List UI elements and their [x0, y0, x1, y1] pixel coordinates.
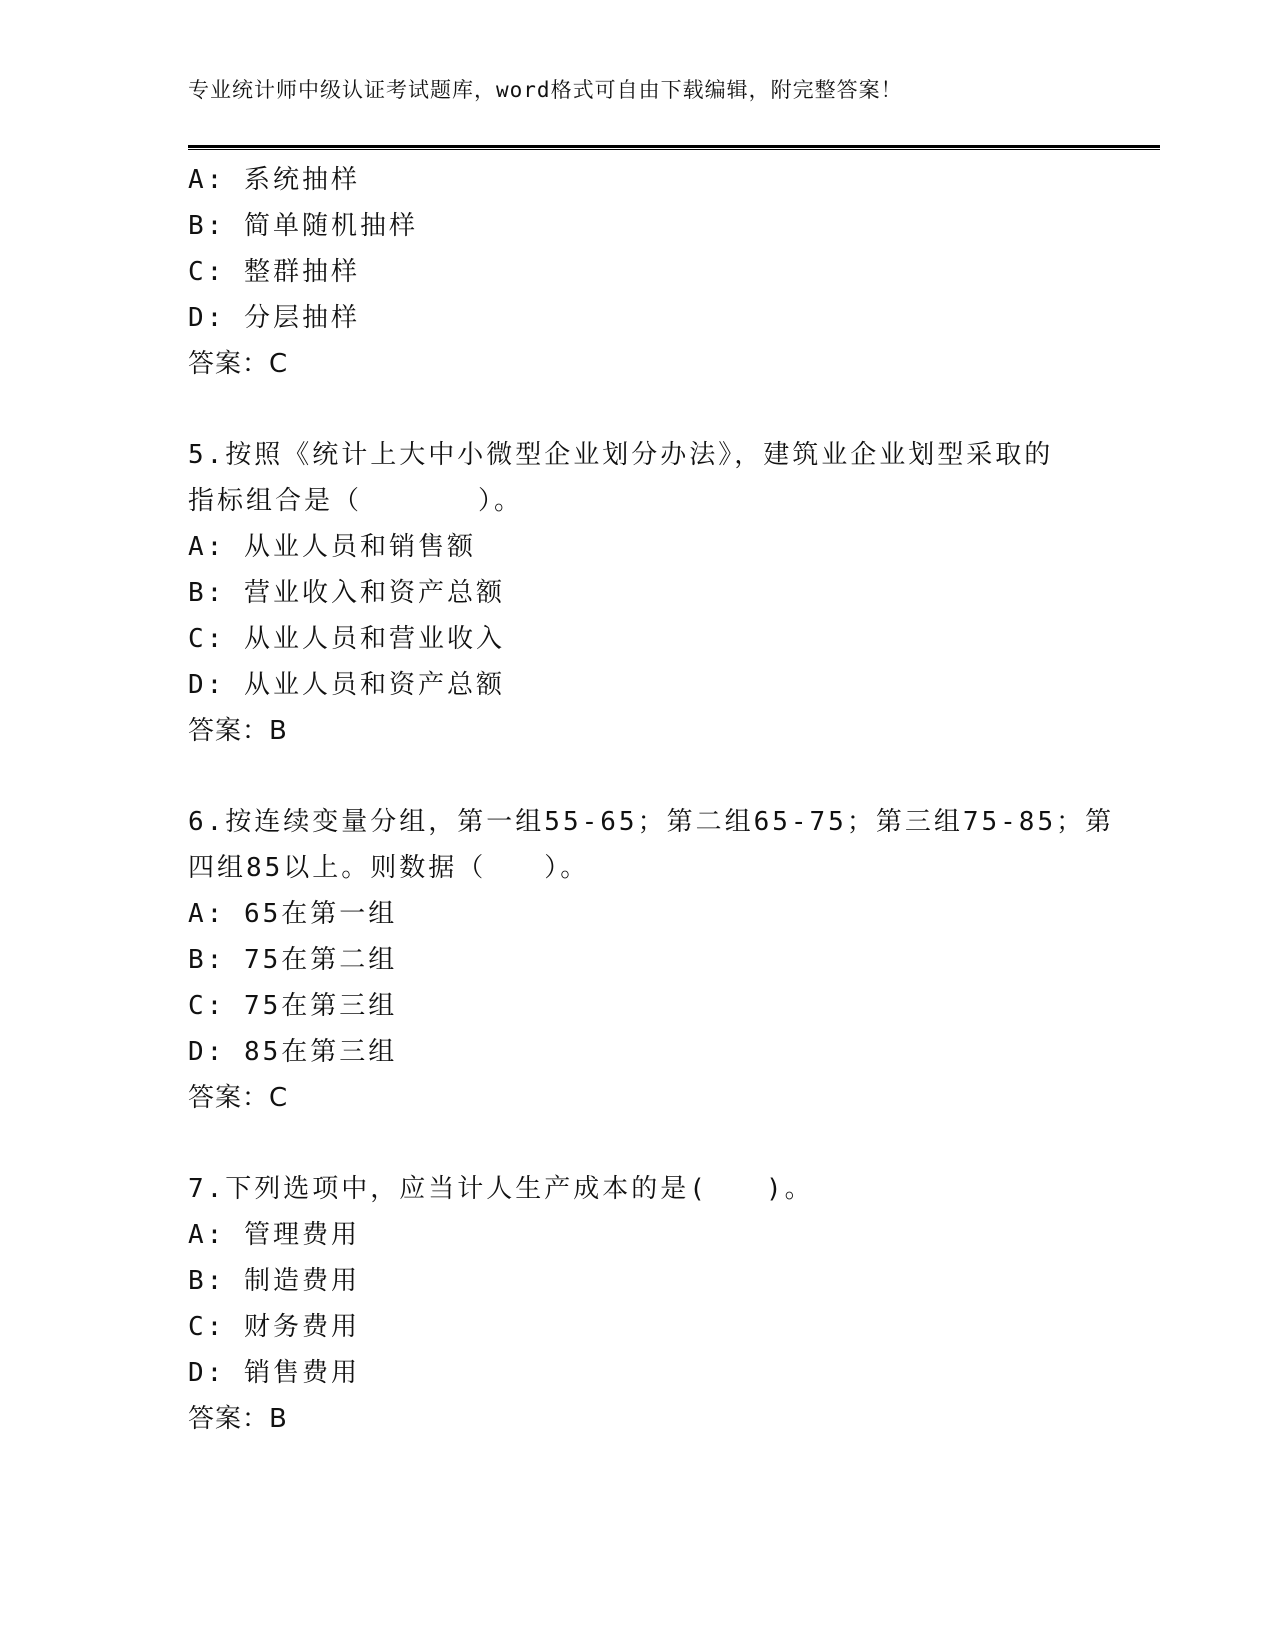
- option-b: B: 制造费用: [188, 1266, 360, 1296]
- answer: 答案：C: [188, 1083, 289, 1113]
- question-list: [188, 157, 1115, 1442]
- header-divider: [188, 145, 1160, 150]
- question-stem-line-2: 指标组合是（ ）。: [188, 486, 524, 516]
- option-b: B: 营业收入和资产总额: [188, 578, 505, 608]
- option-d: D: 85在第三组: [188, 1037, 398, 1067]
- option-c: C: 75在第三组: [188, 991, 398, 1021]
- answer: 答案：B: [188, 1404, 288, 1434]
- option-d: D: 从业人员和资产总额: [188, 670, 505, 700]
- question-7-block: [188, 1166, 1088, 1442]
- option-b: B: 简单随机抽样: [188, 211, 418, 241]
- option-b: B: 75在第二组: [188, 945, 398, 975]
- answer: 答案：B: [188, 716, 288, 746]
- option-a: A: 系统抽样: [188, 165, 360, 195]
- question-stem-line-2: 四组85以上。则数据（ ）。: [188, 853, 590, 883]
- option-a: A: 管理费用: [188, 1220, 360, 1250]
- question-stem-line-1: 6.按连续变量分组，第一组55-65；第二组65-75；第三组75-85；第: [188, 807, 1115, 837]
- option-d: D: 分层抽样: [188, 303, 360, 333]
- question-4-block: [188, 157, 1088, 387]
- question-5-block: [188, 432, 1088, 754]
- page-header: 专业统计师中级认证考试题库，word格式可自由下载编辑，附完整答案！: [188, 78, 903, 102]
- option-c: C: 整群抽样: [188, 257, 360, 287]
- option-a: A: 从业人员和销售额: [188, 532, 476, 562]
- option-c: C: 从业人员和营业收入: [188, 624, 505, 654]
- option-a: A: 65在第一组: [188, 899, 398, 929]
- question-stem-line-1: 7.下列选项中，应当计人生产成本的是( )。: [188, 1174, 814, 1204]
- answer: 答案：C: [188, 349, 289, 379]
- option-c: C: 财务费用: [188, 1312, 360, 1342]
- question-stem-line-1: 5.按照《统计上大中小微型企业划分办法》，建筑业企业划型采取的: [188, 440, 1054, 470]
- question-6-block: [188, 799, 1115, 1121]
- option-d: D: 销售费用: [188, 1358, 360, 1388]
